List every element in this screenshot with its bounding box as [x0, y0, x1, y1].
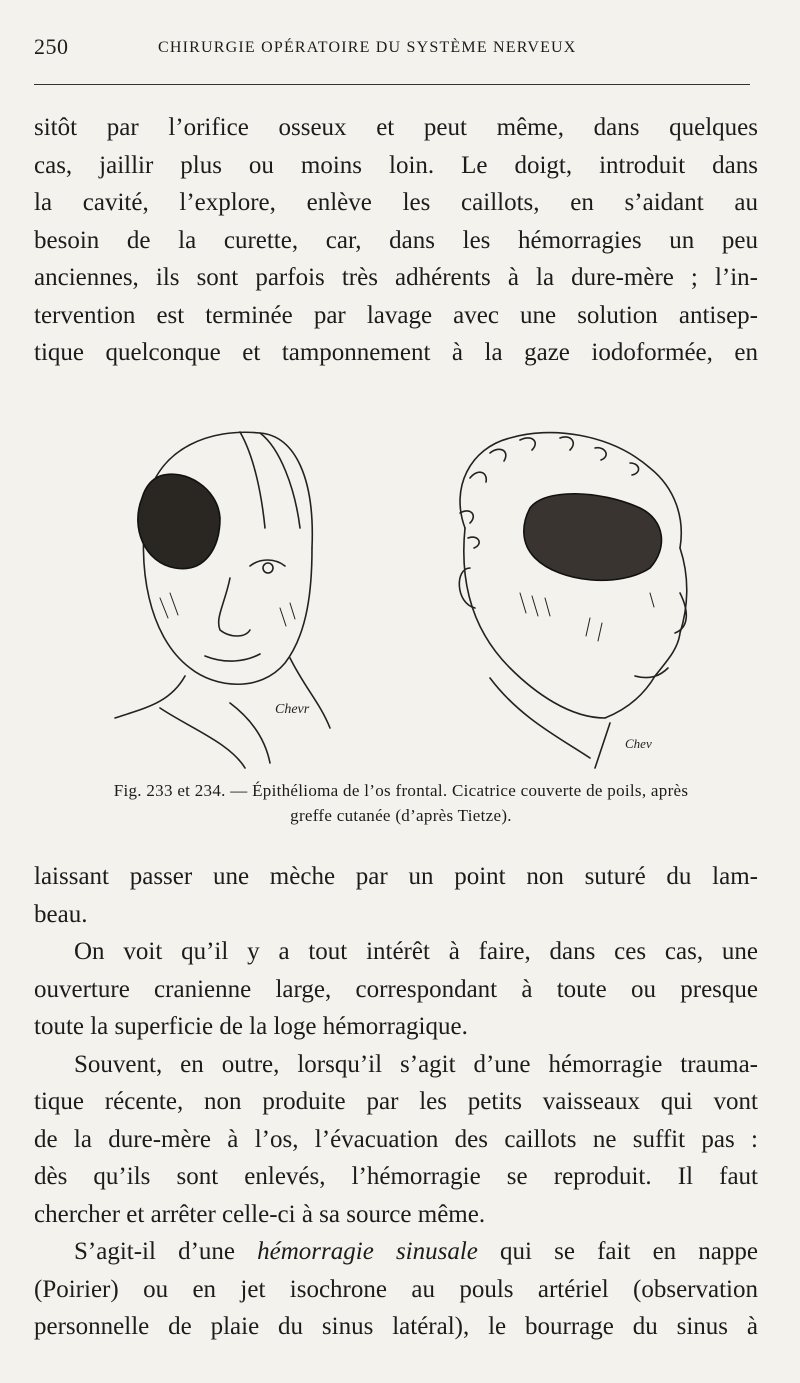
text-line: beau. — [34, 900, 88, 928]
text-line: anciennes, ils sont parfois très adhérents à la dure-mère ; l’in- — [34, 264, 758, 291]
figure-illustrations — [90, 418, 710, 778]
text-line: personnelle de plaie du sinus latéral), le bourrage du sinus à — [34, 1313, 758, 1340]
text-run: qui se fait en nappe — [477, 1238, 759, 1265]
bottom-text — [34, 858, 758, 1346]
text-line: tique récente, non produite par les petits vaisseaux qui vont — [34, 1088, 758, 1115]
text-line: laissant passer une mèche par un point non suturé du lam- — [34, 863, 758, 890]
text-line — [34, 1233, 758, 1271]
text-line: tervention est terminée par lavage avec une solution antisep- — [34, 301, 758, 329]
text-run: S’agit-il d’une — [74, 1238, 258, 1265]
text-line: chercher et arrêter celle-ci à sa source même. — [34, 1200, 486, 1228]
text-line: cas, jaillir plus ou moins loin. Le doigt, introduit dans — [34, 151, 758, 179]
text-line: de la dure-mère à l’os, l’évacuation des caillots ne suffit pas : — [34, 1125, 758, 1153]
text-line: Souvent, en outre, lorsqu’il s’agit d’une hémorragie trauma- — [74, 1050, 758, 1078]
page-header — [34, 34, 750, 64]
text-line: ouverture cranienne large, correspondant à toute ou presque — [34, 975, 758, 1003]
text-line: On voit qu’il y a tout intérêt à faire, dans ces cas, une — [74, 938, 758, 965]
text-line: tique quelconque et tamponnement à la gaze iodoformée, en — [34, 339, 758, 366]
right-head-illustration — [459, 433, 686, 768]
signature-right: Chev — [625, 736, 652, 751]
top-paragraph — [34, 109, 758, 372]
text-line: sitôt par l’orifice osseux et peut même, dans quelques — [34, 114, 758, 141]
text-line: besoin de la curette, car, dans les hémorragies un peu — [34, 226, 758, 254]
page-number: 250 — [34, 34, 69, 59]
emphasis-term: hémorragie sinusale — [257, 1238, 478, 1265]
text-line: la cavité, l’explore, enlève les caillots, en s’aidant au — [34, 189, 758, 216]
caption-line: greffe cutanée (d’après Tietze). — [290, 806, 512, 825]
running-title: CHIRURGIE OPÉRATOIRE DU SYSTÈME NERVEUX — [158, 39, 577, 56]
text-line: toute la superficie de la loge hémorragique. — [34, 1013, 468, 1040]
left-head-illustration — [115, 432, 330, 768]
text-line: (Poirier) ou en jet isochrone au pouls artériel (observation — [34, 1275, 758, 1303]
text-line: dès qu’ils sont enlevés, l’hémorragie se reproduit. Il faut — [34, 1163, 758, 1190]
header-rule — [34, 84, 750, 85]
caption-line: Fig. 233 et 234. — Épithélioma de l’os frontal. Cicatrice couverte de poils, après — [113, 781, 689, 800]
signature-left: Chevr — [275, 702, 310, 717]
figure-caption — [34, 778, 768, 828]
engraving — [90, 418, 710, 778]
